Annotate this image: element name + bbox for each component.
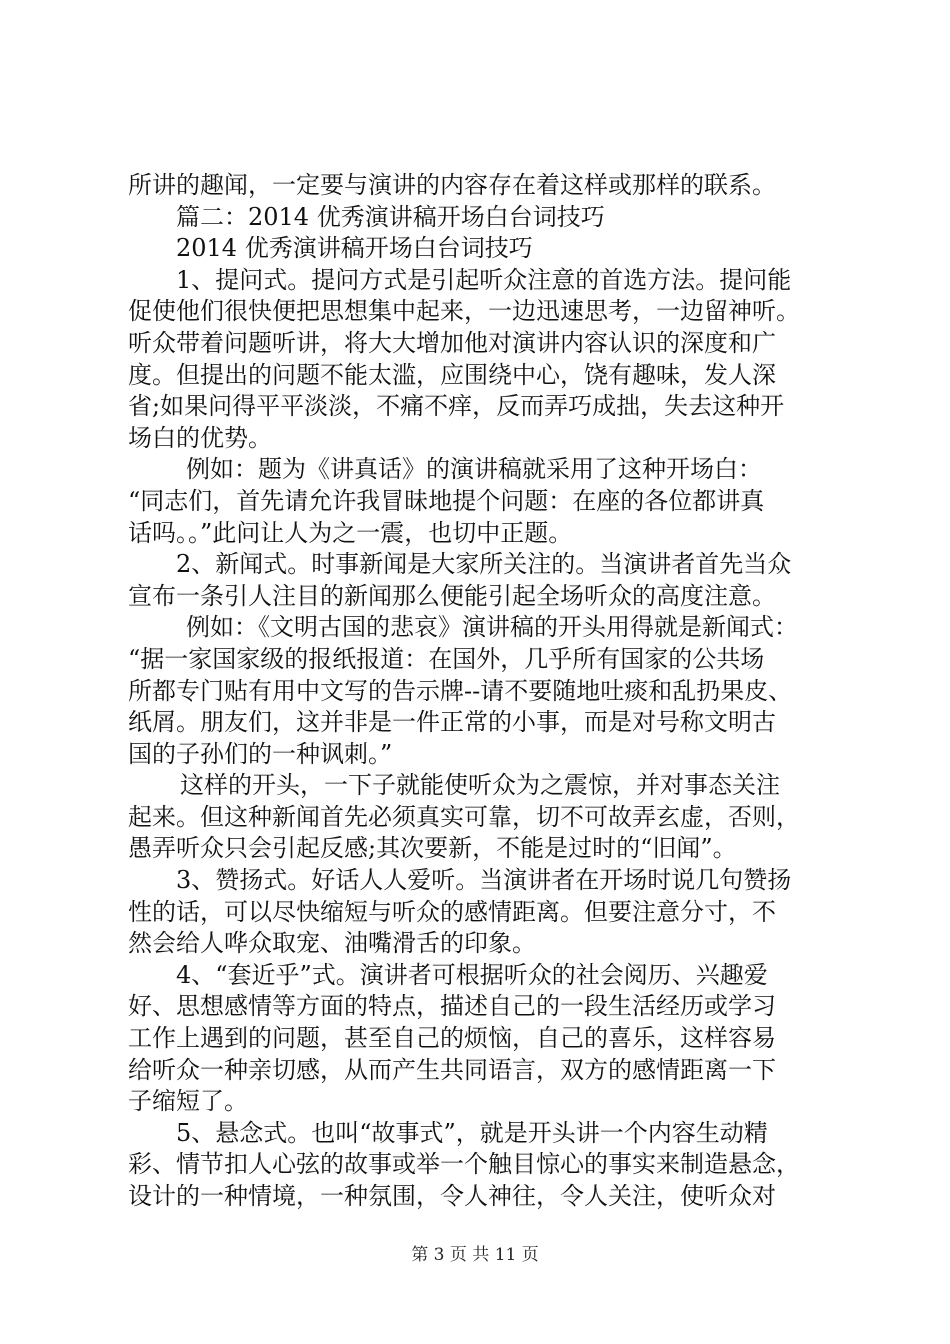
text-line: “同志们，首先请允许我冒昧地提个问题：在座的各位都讲真 — [128, 486, 765, 515]
body-text — [128, 170, 850, 1213]
text-line: 宣布一条引人注目的新闻那么便能引起全场听众的高度注意。 — [128, 581, 776, 610]
text-line: 2、新闻式。时事新闻是大家所关注的。当演讲者首先当众 — [176, 550, 792, 579]
text-line: 省;如果问得平平淡淡，不痛不痒，反而弄巧成拙，失去这种开 — [128, 392, 785, 421]
text-line: 所都专门贴有用中文写的告示牌--请不要随地吐痰和乱扔果皮、 — [128, 676, 793, 705]
text-line: 起来。但这种新闻首先必须真实可靠，切不可故弄玄虚，否则， — [128, 802, 800, 831]
text-line: 篇二：2014 优秀演讲稿开场白台词技巧 — [176, 202, 605, 231]
text-line: 好、思想感情等方面的特点，描述自己的一段生活经历或学习 — [128, 992, 776, 1021]
text-line: 5、悬念式。也叫“故事式”，就是开头讲一个内容生动精 — [176, 1118, 768, 1147]
text-line: 设计的一种情境，一种氛围，令人神往，令人关注，使听众对 — [128, 1182, 776, 1210]
text-line: 愚弄听众只会引起反感;其次要新，不能是过时的“旧闻”。 — [128, 834, 737, 863]
text-line: 子缩短了。 — [128, 1087, 248, 1116]
text-line: 听众带着问题听讲，将大大增加他对演讲内容认识的深度和广 — [128, 328, 776, 357]
text-line: 彩、情节扣人心弦的故事或举一个触目惊心的事实来制造悬念， — [128, 1150, 800, 1179]
text-line: 度。但提出的问题不能太滥，应围绕中心，饶有趣味，发人深 — [128, 360, 776, 389]
text-line: 例如：题为《讲真话》的演讲稿就采用了这种开场白： — [186, 455, 762, 484]
text-line: 2014 优秀演讲稿开场白台词技巧 — [176, 234, 533, 263]
page-footer: 第 3 页 共 11 页 — [411, 1245, 539, 1265]
text-line: 促使他们很快便把思想集中起来，一边迅速思考，一边留神听。 — [128, 297, 800, 326]
text-line: 例如：《文明古国的悲哀》演讲稿的开头用得就是新闻式： — [186, 613, 798, 642]
text-line: 纸屑。朋友们，这并非是一件正常的小事，而是对号称文明古 — [128, 708, 776, 737]
text-line: 性的话，可以尽快缩短与听众的感情距离。但要注意分寸，不 — [128, 897, 776, 926]
text-line: 1、提问式。提问方式是引起听众注意的首选方法。提问能 — [176, 265, 792, 294]
text-line: 所讲的趣闻，一定要与演讲的内容存在着这样或那样的联系。 — [128, 171, 776, 199]
text-line: 然会给人哗众取宠、油嘴滑舌的印象。 — [128, 929, 536, 958]
text-line: 场白的优势。 — [128, 423, 272, 452]
text-line: “据一家国家级的报纸报道：在国外，几乎所有国家的公共场 — [128, 644, 765, 673]
text-line: 话吗。。”此问让人为之一震，也切中正题。 — [128, 518, 573, 547]
text-line: 工作上遇到的问题，甚至自己的烦恼，自己的喜乐，这样容易 — [128, 1024, 776, 1053]
text-line: 4、“套近乎”式。演讲者可根据听众的社会阅历、兴趣爱 — [176, 960, 768, 989]
text-line: 给听众一种亲切感，从而产生共同语言，双方的感情距离一下 — [128, 1055, 776, 1084]
text-line: 3、赞扬式。好话人人爱听。当演讲者在开场时说几句赞扬 — [176, 866, 792, 895]
text-line: 国的子孙们的一种讽刺。” — [128, 739, 393, 768]
text-line: 这样的开头，一下子就能使听众为之震惊，并对事态关注 — [180, 771, 780, 800]
